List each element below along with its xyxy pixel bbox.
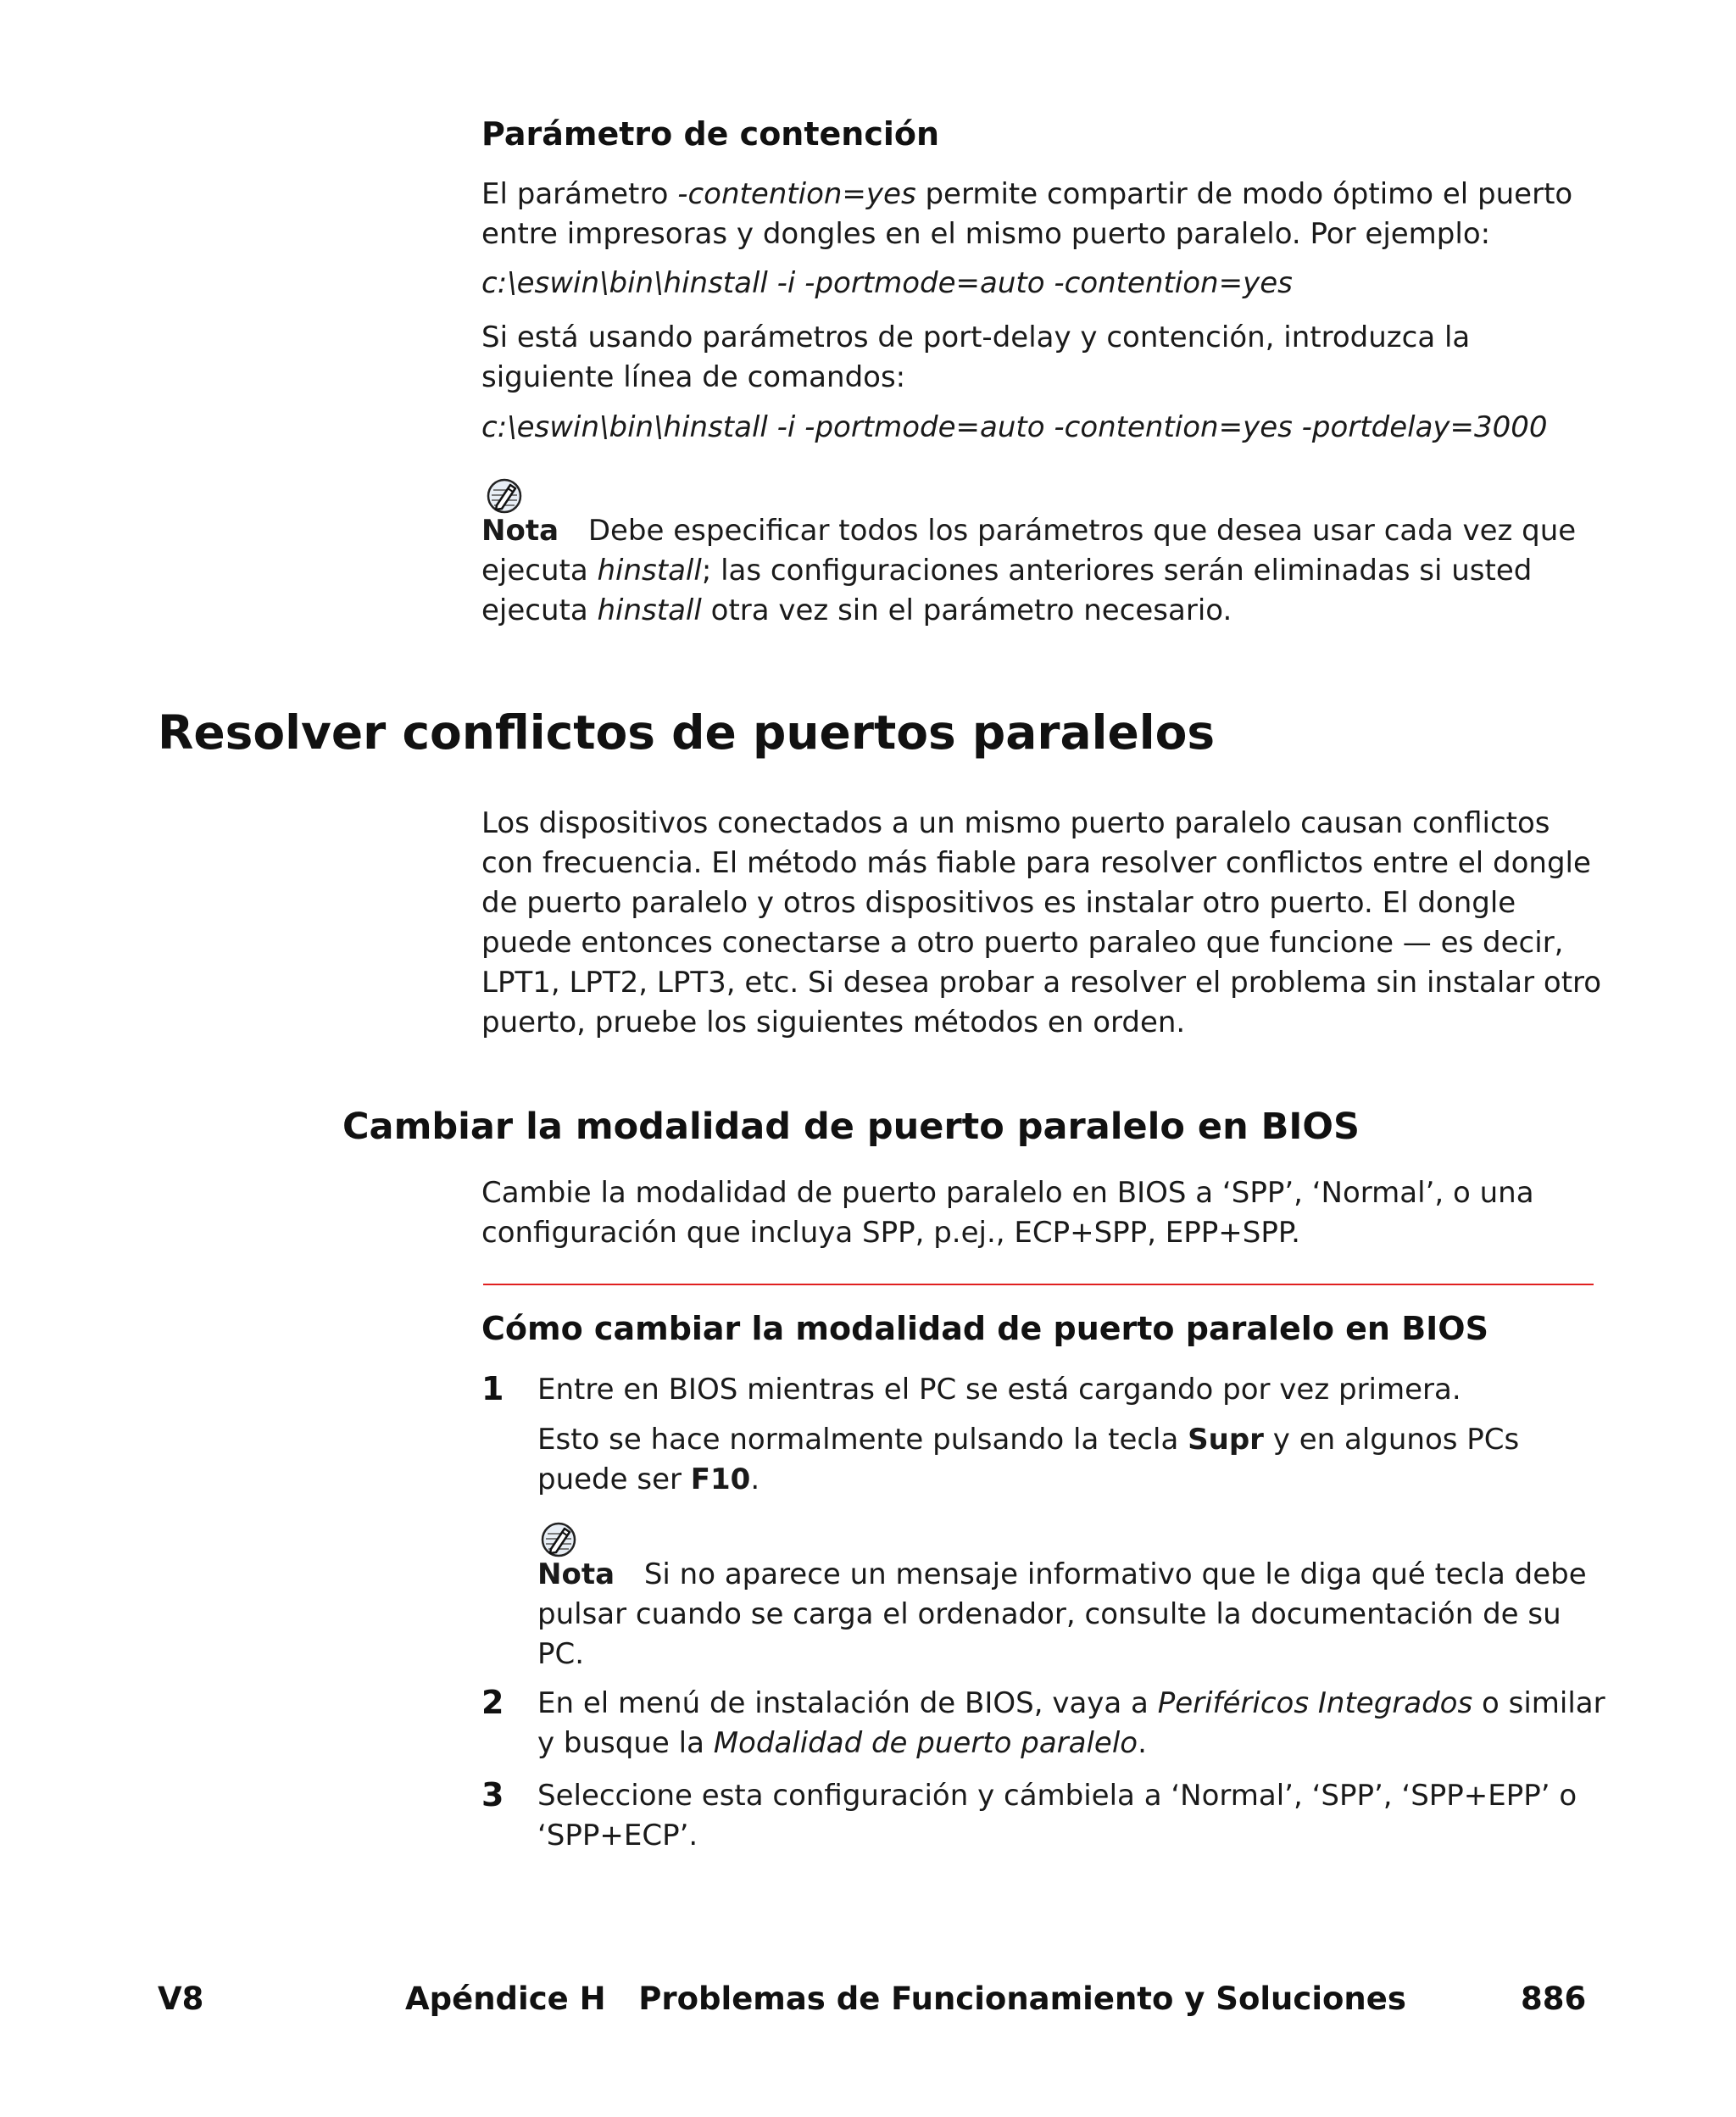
note-pencil-icon	[485, 476, 524, 515]
command-example-1: c:\eswin\bin\hinstall -i -portmode=auto -contention=yes	[481, 266, 1293, 300]
section-intro: Los dispositivos conectados a un mismo puerto paralelo causan conflictos con frecuencia. El método más fiable para resolver conflictos entre el dongle de puerto paralelo y otros dispositivos es instalar otro puerto. El dongle puede entonces conectarse a otro puerto paraleo que funcione — es decir, LPT1, LPT2, LPT3, etc. Si desea probar a resolver el problema sin instalar otro puerto, pruebe los siguientes métodos en orden.	[481, 806, 1602, 1039]
procedure-title: Cómo cambiar la modalidad de puerto paralelo en BIOS	[481, 1310, 1488, 1347]
text-run: Debe especificar todos los parámetros que desea usar cada vez que ejecuta	[481, 514, 1577, 588]
subsection-text: Cambie la modalidad de puerto paralelo en BIOS a ‘SPP’, ‘Normal’, o una configuración que incluya SPP, p.ej., ECP+SPP, EPP+SPP.	[481, 1176, 1534, 1250]
step-3-text: Seleccione esta configuración y cámbiela a ‘Normal’, ‘SPP’, ‘SPP+EPP’ o ‘SPP+ECP’.	[537, 1779, 1577, 1852]
key-name: Supr	[1188, 1423, 1264, 1457]
note-bios-key	[537, 1555, 1605, 1674]
step-number: 2	[481, 1684, 504, 1721]
setting-name: Modalidad de puerto paralelo	[713, 1726, 1138, 1760]
text-run: permite compartir de modo óptimo el puerto entre impresoras y dongles en el mismo puerto paralelo. Por ejemplo:	[481, 177, 1573, 251]
note-label: Nota	[481, 514, 559, 548]
paragraph-contention	[481, 175, 1600, 254]
menu-name: Periféricos Integrados	[1157, 1686, 1473, 1720]
section-title: Resolver conflictos de puertos paralelos	[158, 705, 1216, 760]
step-1-detail	[537, 1420, 1597, 1500]
section-heading-contention: Parámetro de contención	[481, 115, 940, 153]
text-run: o similar y busque la	[537, 1686, 1605, 1760]
param-name: -contention=yes	[677, 177, 916, 211]
command-example-2: c:\eswin\bin\hinstall -i -portmode=auto -contention=yes -portdelay=3000	[481, 410, 1548, 444]
step-number: 1	[481, 1370, 504, 1407]
text-run: En el menú de instalación de BIOS, vaya a	[537, 1686, 1158, 1720]
note-label: Nota	[537, 1557, 615, 1591]
page-number: 886	[1521, 1981, 1587, 2017]
text-run: El parámetro	[481, 177, 678, 211]
text-run: otra vez sin el parámetro necesario.	[701, 593, 1232, 627]
step-2-text	[537, 1684, 1605, 1763]
text-run: ; las configuraciones anteriores serán eliminadas si usted ejecuta	[481, 554, 1533, 627]
command-name: hinstall	[597, 593, 702, 627]
text-run: Esto se hace normalmente pulsando la tecla	[537, 1423, 1188, 1457]
command-name: hinstall	[597, 554, 702, 588]
key-name: F10	[690, 1462, 751, 1496]
note-pencil-icon	[539, 1520, 578, 1559]
text-run: .	[750, 1462, 760, 1496]
divider-rule	[483, 1284, 1594, 1285]
text-run: y en algunos PCs puede ser	[537, 1423, 1520, 1496]
step-1-text: Entre en BIOS mientras el PC se está cargando por vez primera.	[537, 1373, 1461, 1407]
text-run: Si no aparece un mensaje informativo que le diga qué tecla debe pulsar cuando se carga el ordenador, consulte la documentación de su PC.	[537, 1557, 1587, 1671]
paragraph-portdelay: Si está usando parámetros de port-delay y contención, introduzca la siguiente línea de comandos:	[481, 320, 1471, 394]
subsection-title: Cambiar la modalidad de puerto paralelo en BIOS	[342, 1106, 1360, 1148]
note-contention	[481, 511, 1600, 631]
text-run: .	[1138, 1726, 1147, 1760]
step-number: 3	[481, 1776, 504, 1813]
footer-version: V8	[158, 1981, 204, 2017]
footer-chapter: Apéndice H Problemas de Funcionamiento y Soluciones	[405, 1981, 1406, 2017]
